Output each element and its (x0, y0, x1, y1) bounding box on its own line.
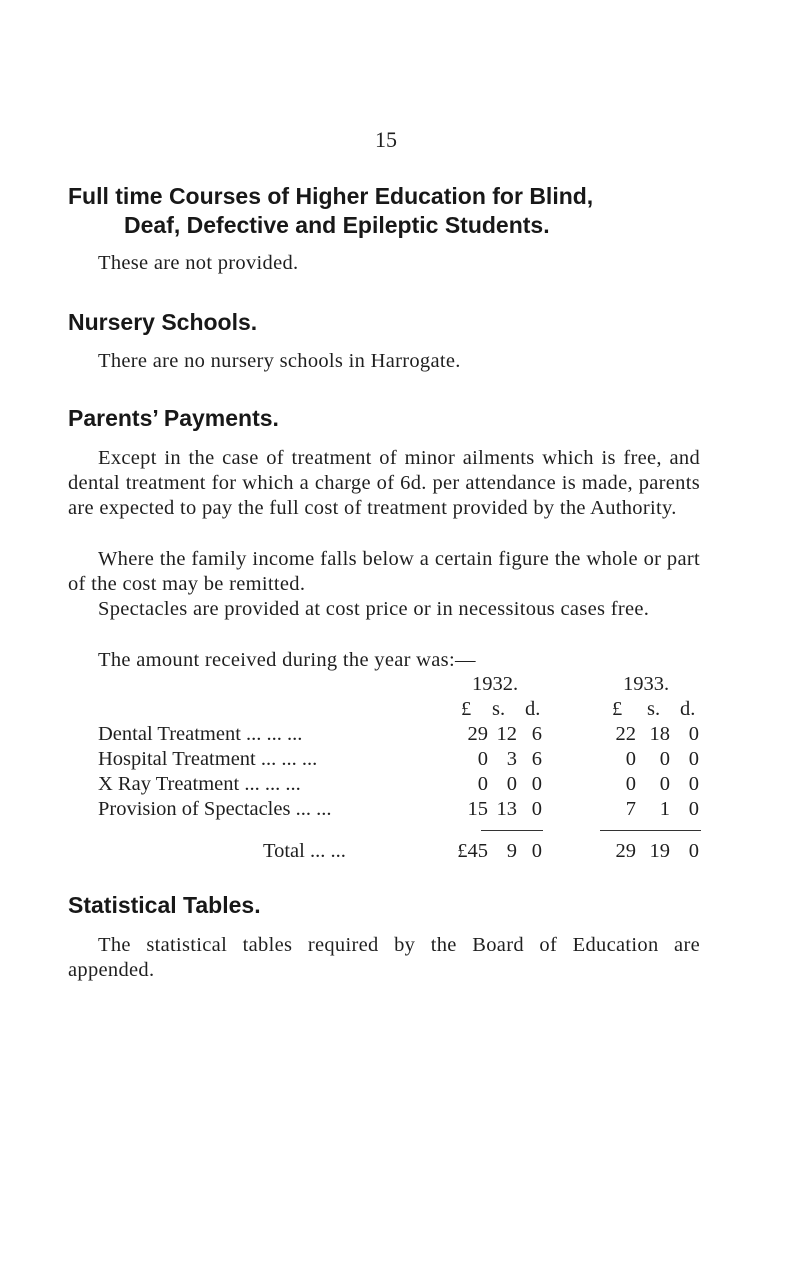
total-1932-shillings: 9 (506, 840, 517, 862)
row-1932-pence: 0 (531, 773, 542, 795)
parents-payments-paragraph-3: Spectacles are provided at cost price or in necessitous cases free. (98, 598, 650, 620)
page-number: 15 (375, 127, 397, 152)
pence-header-1933: d. (680, 698, 696, 720)
row-1932-shillings: 0 (506, 773, 517, 795)
row-1933-shillings: 0 (659, 748, 670, 770)
row-1932-shillings: 3 (506, 748, 517, 770)
total-1933-pounds: 29 (615, 840, 636, 862)
row-1933-pence: 0 (688, 723, 699, 745)
row-1932-pounds: 15 (467, 798, 488, 820)
row-1933-shillings: 18 (649, 723, 670, 745)
total-rule-1932 (481, 830, 543, 831)
year-1933-header: 1933. (623, 673, 670, 695)
row-1933-pence: 0 (688, 748, 699, 770)
total-rule-1933 (600, 830, 701, 831)
row-1932-shillings: 13 (496, 798, 517, 820)
total-1933-pence: 0 (688, 840, 699, 862)
row-1933-pounds: 7 (625, 798, 636, 820)
row-1933-shillings: 0 (659, 773, 670, 795)
heading-nursery-schools: Nursery Schools. (68, 309, 258, 335)
row-1933-pence: 0 (688, 773, 699, 795)
amount-received-intro: The amount received during the year was:— (98, 649, 476, 671)
total-label: Total ... ... (263, 840, 346, 862)
row-1933-shillings: 1 (659, 798, 670, 820)
nursery-schools-text: There are no nursery schools in Harrogate. (98, 350, 461, 372)
pounds-header-1933: £ (612, 698, 623, 720)
row-1933-pounds: 0 (625, 773, 636, 795)
shillings-header-1933: s. (647, 698, 661, 720)
row-label: Hospital Treatment ... ... ... (98, 748, 318, 770)
row-label: Dental Treatment ... ... ... (98, 723, 303, 745)
row-1932-shillings: 12 (496, 723, 517, 745)
row-1933-pounds: 0 (625, 748, 636, 770)
heading-parents-payments: Parents’ Payments. (68, 405, 279, 431)
row-1933-pence: 0 (688, 798, 699, 820)
higher-education-text: These are not provided. (98, 252, 299, 274)
heading-higher-education-line1: Full time Courses of Higher Education for Blind, (68, 183, 594, 209)
row-1933-pounds: 22 (615, 723, 636, 745)
total-1933-shillings: 19 (649, 840, 670, 862)
pence-header-1932: d. (525, 698, 541, 720)
row-1932-pounds: 0 (477, 773, 488, 795)
year-1932-header: 1932. (472, 673, 519, 695)
total-1932-pence: 0 (531, 840, 542, 862)
heading-statistical-tables: Statistical Tables. (68, 892, 261, 918)
shillings-header-1932: s. (492, 698, 506, 720)
parents-payments-paragraph-2: Where the family income falls below a certain figure the whole or part of the cost may be remitted. (68, 548, 700, 595)
heading-higher-education-line2: Deaf, Defective and Epileptic Students. (124, 212, 550, 238)
row-1932-pence: 0 (531, 798, 542, 820)
total-1932-pounds: £45 (457, 840, 488, 862)
pounds-header-1932: £ (461, 698, 472, 720)
row-1932-pence: 6 (531, 723, 542, 745)
parents-payments-paragraph-1: Except in the case of treatment of minor ailments which is free, and dental treatment for which a charge of 6d. per attendance is made, parents are expected to pay the full cost of treatment provided by the Authority. (68, 447, 700, 519)
statistical-tables-text: The statistical tables required by the Board of Education are appended. (68, 934, 700, 981)
row-label: X Ray Treatment ... ... ... (98, 773, 301, 795)
row-1932-pounds: 29 (467, 723, 488, 745)
row-1932-pounds: 0 (477, 748, 488, 770)
row-label: Provision of Spectacles ... ... (98, 798, 332, 820)
row-1932-pence: 6 (531, 748, 542, 770)
